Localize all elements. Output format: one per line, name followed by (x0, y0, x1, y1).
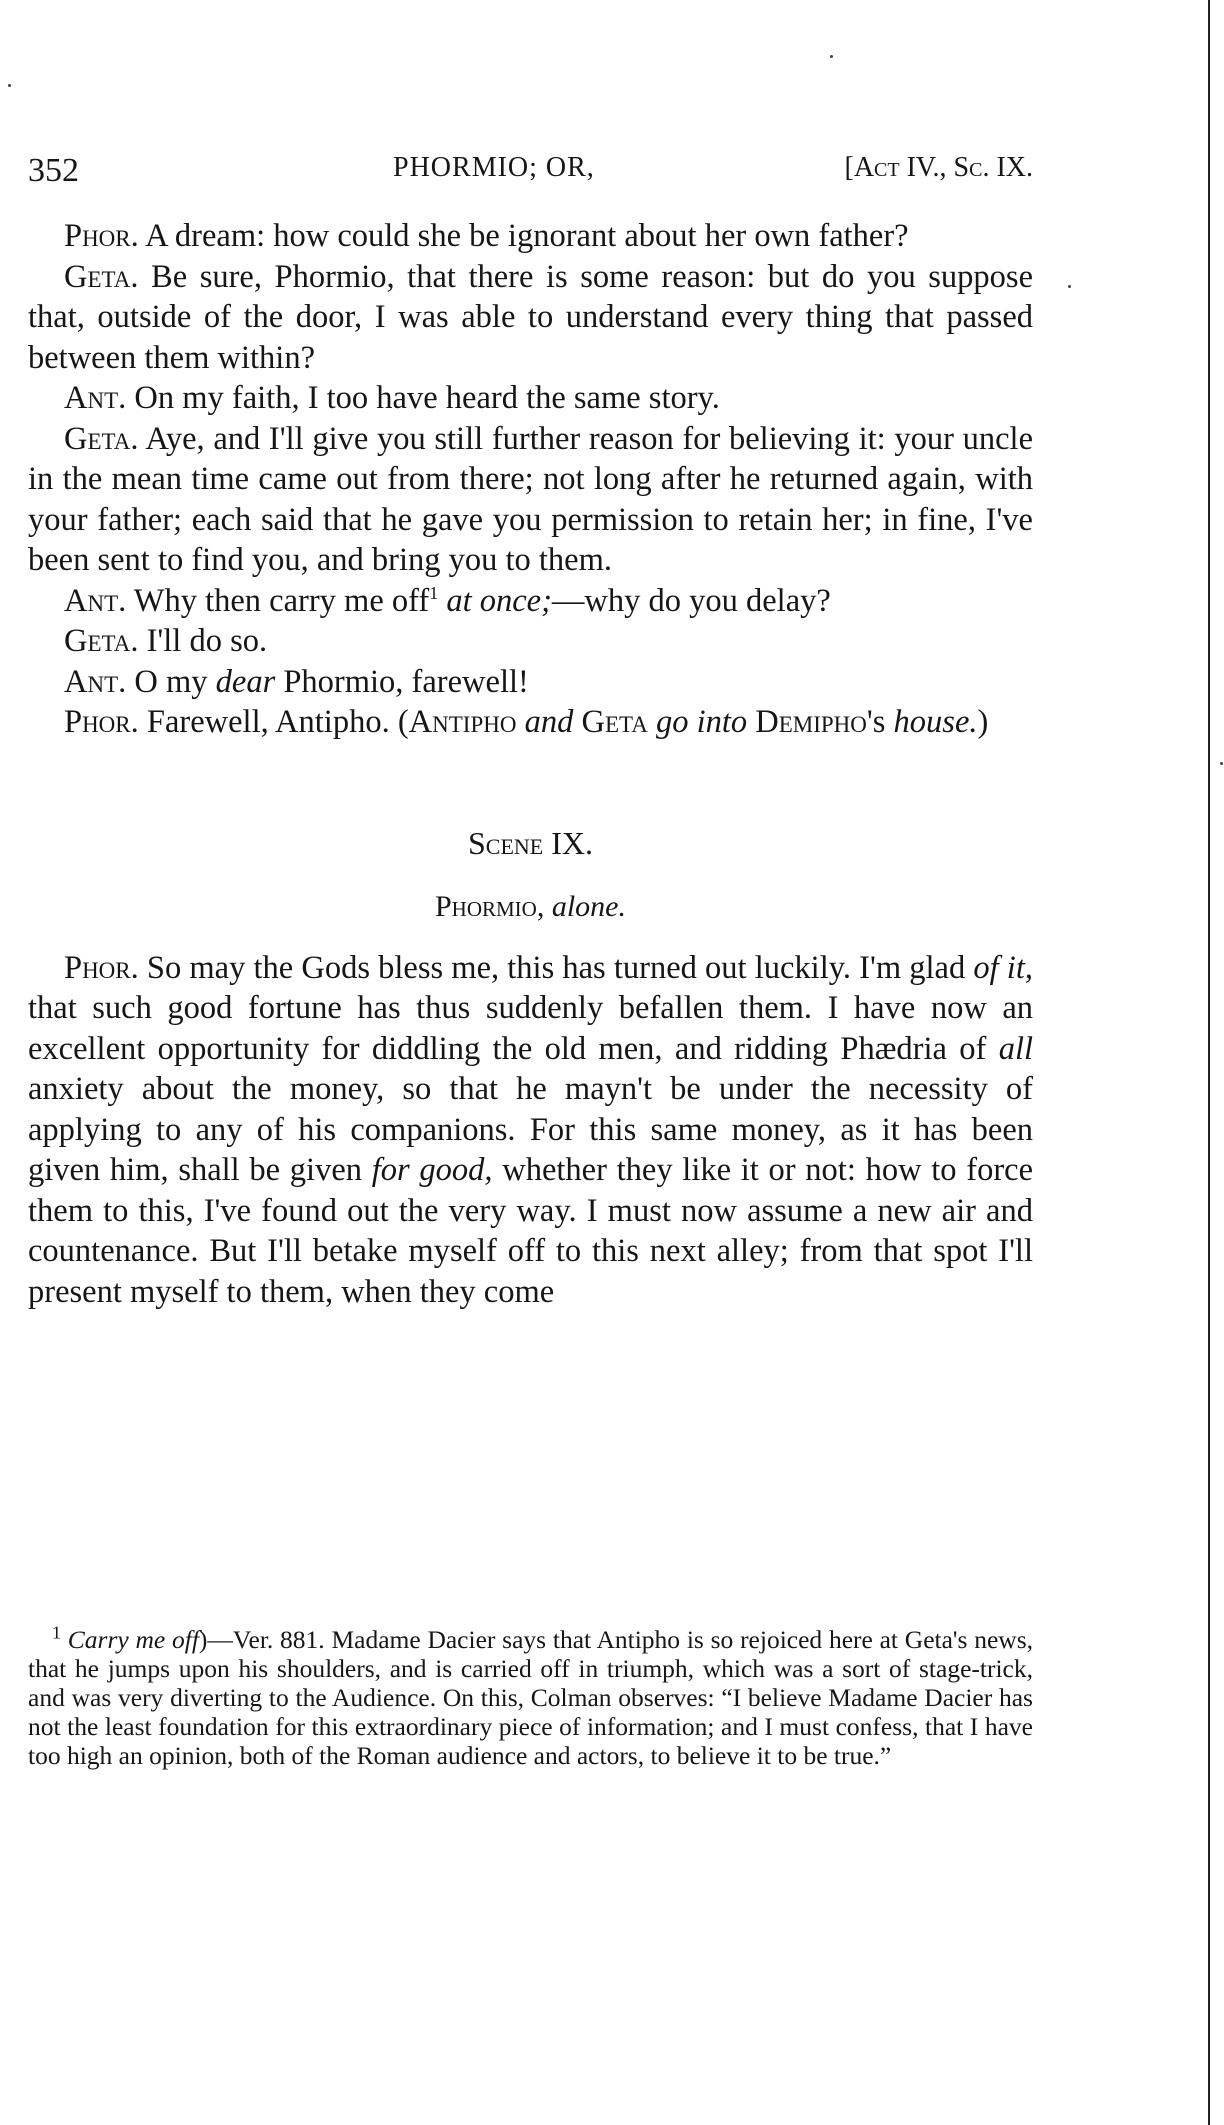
footnote-lemma: Carry me off (67, 1625, 199, 1654)
speaker-label: Geta. (64, 420, 139, 457)
italic-run: go into (655, 704, 748, 740)
text-run (648, 704, 656, 740)
dialogue-line (28, 257, 1033, 379)
text-run: ) (977, 704, 989, 740)
scene-heading (28, 823, 1033, 864)
text-run: —why do you delay? (551, 582, 831, 619)
text-run: that such good fortune has thus suddenly befallen them. I have now an excellent opportunity for diddling the old men, and ridding Phædria of (28, 990, 1033, 1067)
running-head (28, 152, 1033, 192)
dialogue-line (28, 419, 1033, 581)
character-name: Geta (581, 704, 648, 740)
monologue-paragraph (28, 948, 1033, 1313)
dialogue-block (28, 216, 1033, 743)
speaker-label: Phor. (64, 949, 139, 986)
paper-speck (8, 84, 11, 87)
dialogue-line (28, 581, 1033, 622)
italic-run: dear (215, 663, 276, 700)
text-run: Phormio, farewell! (275, 663, 529, 700)
footnote-text: )—Ver. 881. Madame Dacier says that Antipho is so rejoiced here at Geta's news, that he jumps upon his shoulders, and is carried off in triumph, which was a sort of stage-trick, and was very diverting to the Audience. On this, Colman observes: “I believe Madame Dacier has not the least foundation for this extraordinary piece of information; and I must confess, that I have too high an opinion, both of the Roman audience and actors, to believe it to be true.” (28, 1625, 1034, 1770)
paper-speck (830, 55, 833, 58)
scene-direction: alone. (551, 890, 626, 923)
footnotes (28, 1622, 1034, 1770)
italic-run: of it, (973, 949, 1033, 986)
dialogue-line (28, 216, 1033, 257)
italic-run: and (524, 704, 574, 740)
paper-speck (1220, 762, 1223, 765)
text-run (516, 704, 524, 740)
character-name: Demipho (755, 704, 867, 740)
footnote (28, 1622, 1034, 1770)
page-number: 352 (28, 152, 79, 189)
dialogue-line (28, 621, 1033, 662)
italic-run: for good, (371, 1152, 493, 1188)
act-scene-label: [Act IV., Sc. IX. (844, 152, 1033, 183)
text-run: whether they like it or not: how to force them to this, I've found out the very way. I must now assume a new air and countenance. But I'll betake myself off to this next alley; from that spot I'll present myself to them, when they come (28, 1152, 1033, 1310)
text-run: I'll do so. (138, 623, 268, 659)
footnote-marker: 1 (52, 1622, 61, 1643)
speaker-label: Ant. (64, 582, 127, 619)
scene-character: Phormio (434, 890, 537, 923)
page-edge-line (1208, 0, 1210, 2125)
text-run: 's (866, 704, 894, 740)
dialogue-line (28, 662, 1033, 703)
speaker-label: Geta. (64, 623, 139, 659)
speaker-label: Phor. (64, 218, 139, 254)
footnote-ref: 1 (429, 582, 439, 603)
monologue-block (28, 948, 1033, 1313)
speaker-label: Ant. (64, 663, 127, 700)
text-run: A dream: how could she be ignorant about her own father? (138, 218, 909, 254)
character-name: Antipho (408, 704, 517, 740)
speaker-label: Phor. (64, 704, 139, 740)
book-page (28, 0, 1033, 2125)
speaker-label: Ant. (64, 380, 127, 416)
scene-heading-text: Scene IX. (467, 824, 593, 861)
text-run: Why then carry me off (126, 582, 430, 619)
text-run: anxiety about the money, so that he mayn't be under the necessity of applying to any of his companions. For this same money, as it has been given him, shall be given (28, 1071, 1033, 1188)
speaker-label: Geta. (64, 258, 139, 295)
text-run: Aye, and I'll give you still further reason for believing it: your uncle in the mean time came out from there; not long after he returned again, with your father; each said that he gave you permission to retain her; in fine, I've been sent to find you, and bring you to them. (28, 420, 1033, 578)
italic-run: house. (893, 704, 978, 740)
text-run: O my (126, 663, 216, 700)
paper-speck (1068, 285, 1071, 288)
italic-run: at once; (446, 582, 552, 619)
text-run: On my faith, I too have heard the same story. (126, 380, 720, 416)
running-title: PHORMIO; OR, (393, 152, 595, 183)
text-run: Farewell, Antipho. ( (138, 704, 409, 740)
text-run: So may the Gods bless me, this has turned out luckily. I'm glad (138, 949, 974, 986)
dialogue-line (28, 378, 1033, 419)
scene-characters: Phormio, alone. (434, 890, 626, 923)
text-run: Be sure, Phormio, that there is some reason: but do you suppose that, outside of the door, I was able to understand every thing that passed between them within? (28, 258, 1033, 376)
dialogue-line (28, 702, 1033, 743)
page-body (28, 216, 1033, 1312)
italic-run: all (998, 1030, 1033, 1067)
